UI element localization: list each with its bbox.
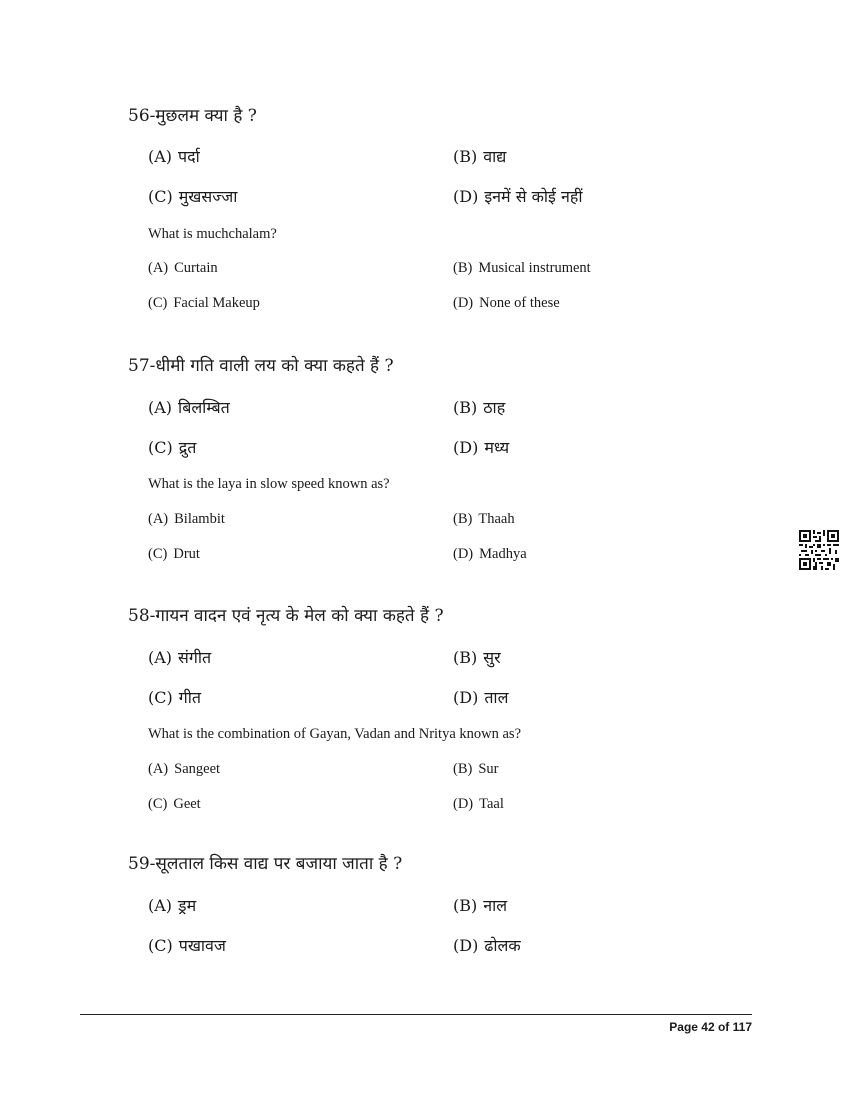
page-number: Page 42 of 117 <box>669 1020 752 1034</box>
question-58-english: What is the combination of Gayan, Vadan and Nritya known as? <box>148 726 522 742</box>
q58-en-option-a: (A) Sangeet <box>148 761 221 777</box>
q58-hi-option-b: (B) सुर <box>453 648 501 667</box>
q56-en-option-c: (C) Facial Makeup <box>148 295 260 311</box>
q58-en-option-b: (B) Sur <box>453 761 499 777</box>
question-56-english: What is muchchalam? <box>148 226 277 242</box>
question-56-hindi: 56-मुछलम क्या है ? <box>128 106 257 126</box>
q58-hi-option-c: (C) गीत <box>148 688 202 707</box>
q57-hi-option-a: (A) बिलम्बित <box>148 398 230 417</box>
q59-hi-option-a: (A) ड्रम <box>148 896 197 915</box>
question-57-english: What is the laya in slow speed known as? <box>148 476 390 492</box>
question-58-hindi: 58-गायन वादन एवं नृत्य के मेल को क्या कहते हैं ? <box>128 606 444 626</box>
q57-hi-option-b: (B) ठाह <box>453 398 506 417</box>
q57-hi-option-d: (D) मध्य <box>453 438 510 457</box>
q57-hi-option-c: (C) द्रुत <box>148 438 197 457</box>
q56-hi-option-c: (C) मुखसज्जा <box>148 187 238 206</box>
q58-en-option-c: (C) Geet <box>148 796 201 812</box>
q58-hi-option-a: (A) संगीत <box>148 648 212 667</box>
q58-en-option-d: (D) Taal <box>453 796 504 812</box>
q57-en-option-c: (C) Drut <box>148 546 200 562</box>
q56-en-option-d: (D) None of these <box>453 295 560 311</box>
qr-code-icon <box>799 530 839 570</box>
q56-en-option-a: (A) Curtain <box>148 260 218 276</box>
question-59-hindi: 59-सूलताल किस वाद्य पर बजाया जाता है ? <box>128 854 403 874</box>
q58-hi-option-d: (D) ताल <box>453 688 509 707</box>
q59-hi-option-d: (D) ढोलक <box>453 936 521 955</box>
q57-en-option-a: (A) Bilambit <box>148 511 225 527</box>
q59-hi-option-b: (B) नाल <box>453 896 508 915</box>
q56-en-option-b: (B) Musical instrument <box>453 260 591 276</box>
q59-hi-option-c: (C) पखावज <box>148 936 226 955</box>
q56-hi-option-b: (B) वाद्य <box>453 147 507 166</box>
footer-divider <box>80 1014 752 1015</box>
q57-en-option-d: (D) Madhya <box>453 546 527 562</box>
q56-hi-option-a: (A) पर्दा <box>148 147 200 166</box>
q57-en-option-b: (B) Thaah <box>453 511 515 527</box>
q56-hi-option-d: (D) इनमें से कोई नहीं <box>453 187 583 206</box>
question-57-hindi: 57-धीमी गति वाली लय को क्या कहते हैं ? <box>128 356 394 376</box>
